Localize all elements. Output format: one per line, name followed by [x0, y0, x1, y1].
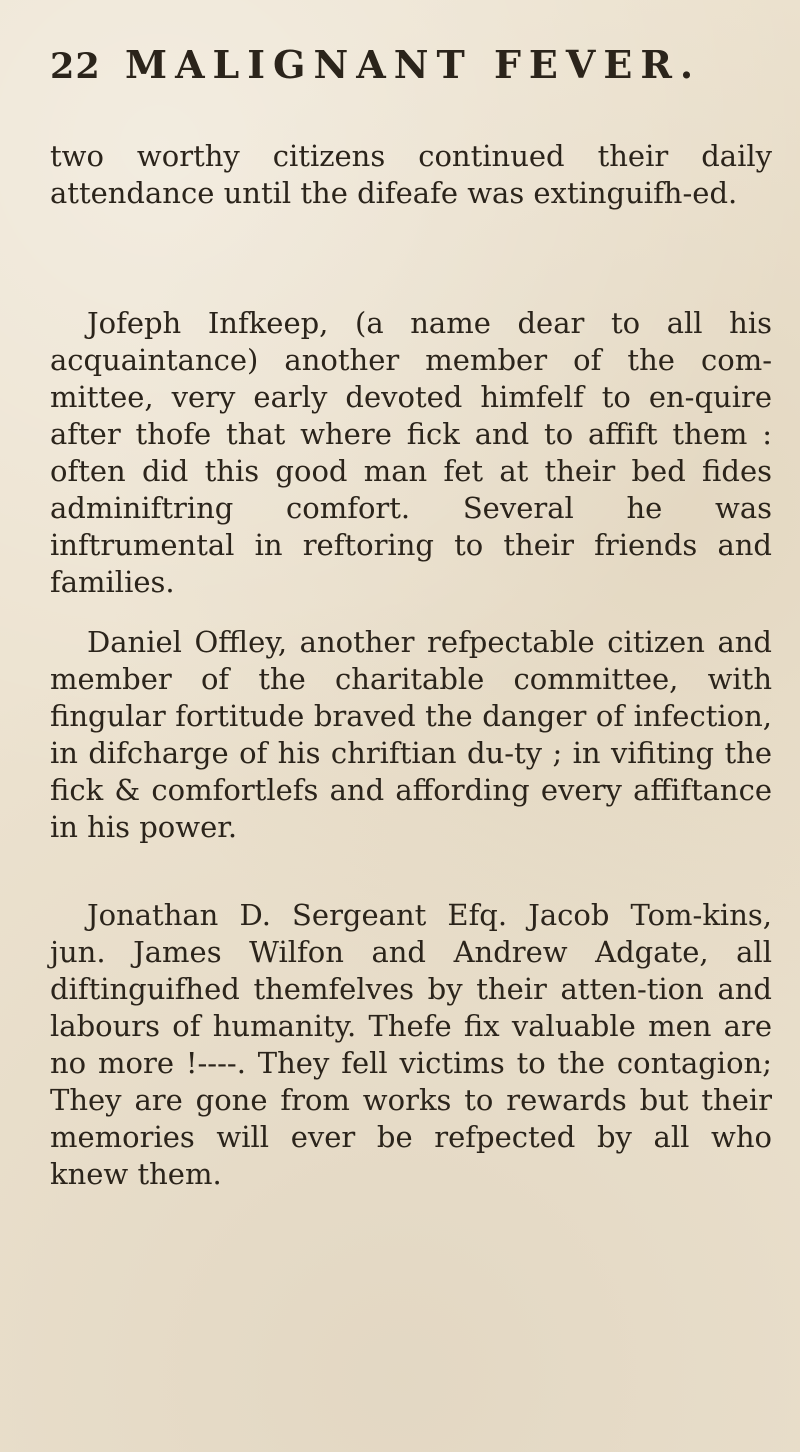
running-title: MALIGNANT FEVER. — [125, 42, 702, 87]
paragraph-daniel-offley: Daniel Offley, another refpectable citizen and member of the charitable committee, with fingular fortitude braved the danger of infection, in difcharge of his chriftian du-ty ; in vifiting the fick & comfortlefs and affording every affiftance in his power. — [50, 625, 772, 844]
paragraph-additional-citizens: Jonathan D. Sergeant Efq. Jacob Tom-kins, jun. James Wilfon and Andrew Adgate, all diftinguifhed themfelves by their atten-tion and labours of humanity. Thefe fix valuable men are no more !----. They fell victims to the contagion; They are gone from works to rewards but their memories will ever be refpected by all who knew them. — [50, 898, 772, 1191]
book-page-content — [50, 42, 772, 1191]
paragraph-continuation: two worthy citizens continued their daily attendance until the difeafe was extinguifh-ed. — [50, 139, 772, 210]
paragraph-joseph-inskeep: Jofeph Infkeep, (a name dear to all his acquaintance) another member of the com-mittee, very early devoted himfelf to en-quire after thofe that where fick and to affift them : often did this good man fet at their bed fides adminiftring comfort. Several he was inftrumental in reftoring to their friends and families. — [50, 306, 772, 599]
page-header — [50, 42, 772, 102]
page-number: 22 — [50, 46, 101, 87]
